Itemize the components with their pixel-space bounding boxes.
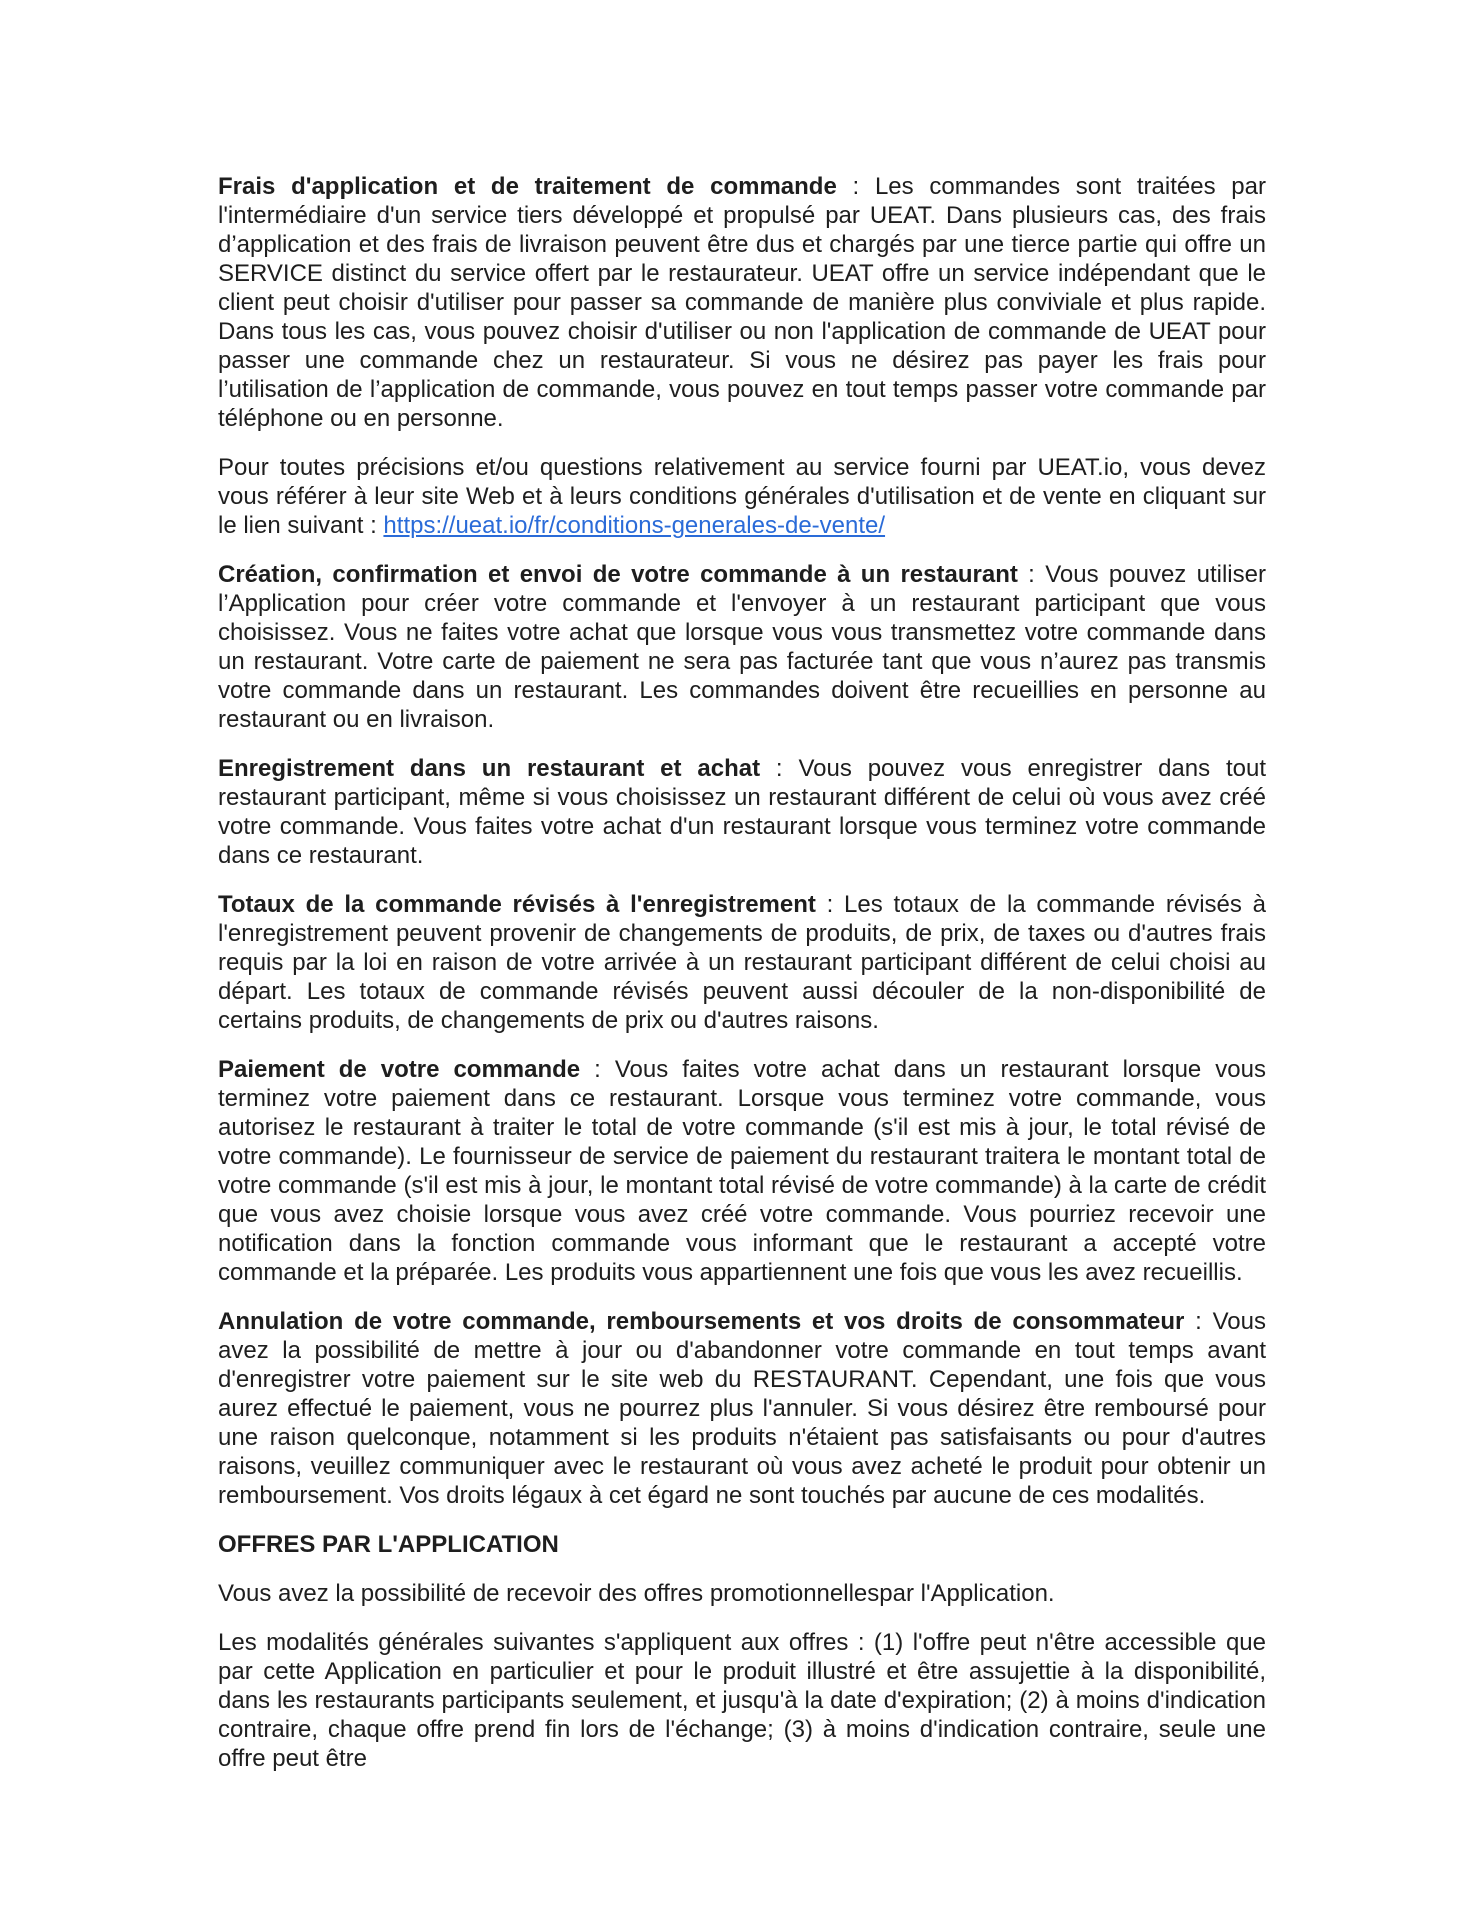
- paragraph-lead-frais-application: Frais d'application et de traitement de commande: [218, 173, 837, 200]
- paragraph-lead-paiement-commande: Paiement de votre commande: [218, 1056, 581, 1083]
- paragraph-enregistrement-achat: [218, 754, 1266, 870]
- paragraph-body-text: Les commandes sont traitées par l'intermédiaire d'un service tiers développé et propulsé par UEAT. Dans plusieurs cas, des frais d’application et des frais de livraison peuvent être dus et chargés par une tierce partie qui offre un SERVICE distinct du service offert par le restaurateur. UEAT offre un service indépendant que le client peut choisir d'utiliser pour passer sa commande de manière plus conviviale et plus rapide. Dans tous les cas, vous pouvez choisir d'utiliser ou non l'application de commande de UEAT pour passer une commande chez un restaurateur. Si vous ne désirez pas payer les frais pour l’utilisation de l’application de commande, vous pouvez en tout temps passer votre commande par téléphone ou en personne.: [218, 173, 1266, 432]
- paragraph-ueat-precisions: [218, 453, 1266, 540]
- paragraph-lead-creation-confirmation: Création, confirmation et envoi de votre commande à un restaurant: [218, 561, 1018, 588]
- paragraph-paiement-commande: [218, 1055, 1266, 1287]
- paragraph-body-text: Les modalités générales suivantes s'appliquent aux offres : (1) l'offre peut n'être accessible que par cette Application en particulier et pour le produit illustré et être assujettie à la disponibilité, dans les restaurants participants seulement, et jusqu'à la date d'expiration; (2) à moins d'indication contraire, chaque offre prend fin lors de l'échange; (3) à moins d'indication contraire, seule une offre peut être: [218, 1629, 1266, 1772]
- lead-separator: :: [815, 891, 845, 918]
- lead-separator: :: [1017, 561, 1046, 588]
- paragraph-creation-confirmation: [218, 560, 1266, 734]
- paragraph-totaux-revises: [218, 890, 1266, 1035]
- conditions-generales-link[interactable]: https://ueat.io/fr/conditions-generales-de-vente/: [383, 512, 886, 539]
- paragraph-frais-application: [218, 172, 1266, 433]
- paragraph-body-text: Pour toutes précisions et/ou questions relativement au service fourni par UEAT.io, vous devez vous référer à leur site Web et à leurs conditions générales d'utilisation et de vente en cliquant sur le lien suivant :: [218, 454, 1266, 539]
- paragraph-lead-enregistrement-achat: Enregistrement dans un restaurant et achat: [218, 755, 761, 782]
- paragraph-lead-annulation-remboursements: Annulation de votre commande, remboursements et vos droits de consommateur: [218, 1308, 1185, 1335]
- paragraph-body-text: Vous pouvez utiliser l’Application pour créer votre commande et l'envoyer à un restaurant participant que vous choisissez. Vous ne faites votre achat que lorsque vous vous transmettez votre commande dans un restaurant. Votre carte de paiement ne sera pas facturée tant que vous n’aurez pas transmis votre commande dans un restaurant. Les commandes doivent être recueillies en personne au restaurant ou en livraison.: [218, 561, 1266, 733]
- paragraph-body-text: Vous faites votre achat dans un restaurant lorsque vous terminez votre paiement dans ce restaurant. Lorsque vous terminez votre commande, vous autorisez le restaurant à traiter le total de votre commande (s'il est mis à jour, le total révisé de votre commande). Le fournisseur de service de paiement du restaurant traitera le montant total de votre commande (s'il est mis à jour, le montant total révisé de votre commande) à la carte de crédit que vous avez choisie lorsque vous avez créé votre commande. Vous pourriez recevoir une notification dans la fonction commande vous informant que le restaurant a accepté votre commande et la préparée. Les produits vous appartiennent une fois que vous les avez recueillis.: [218, 1056, 1266, 1286]
- section-heading-offres-application: OFFRES PAR L'APPLICATION: [218, 1531, 559, 1558]
- paragraph-body-text: Les totaux de la commande révisés à l'enregistrement peuvent provenir de changements de produits, de prix, de taxes ou d'autres frais requis par la loi en raison de votre arrivée à un restaurant participant différent de celui choisi au départ. Les totaux de commande révisés peuvent aussi découler de la non-disponibilité de certains produits, de changements de prix ou d'autres raisons.: [218, 891, 1266, 1034]
- paragraph-modalites-generales-offres: [218, 1628, 1266, 1773]
- paragraph-offres-promotionnelles: [218, 1579, 1266, 1608]
- lead-separator: :: [836, 173, 875, 200]
- paragraph-body-text: Vous pouvez vous enregistrer dans tout restaurant participant, même si vous choisissez un restaurant différent de celui où vous avez créé votre commande. Vous faites votre achat d'un restaurant lorsque vous terminez votre commande dans ce restaurant.: [218, 755, 1266, 869]
- lead-separator: :: [1184, 1308, 1213, 1335]
- paragraph-body-text: Vous avez la possibilité de recevoir des offres promotionnellespar l'Application.: [218, 1580, 1055, 1607]
- lead-separator: :: [760, 755, 799, 782]
- paragraph-annulation-remboursements: [218, 1307, 1266, 1510]
- paragraph-lead-totaux-revises: Totaux de la commande révisés à l'enregistrement: [218, 891, 816, 918]
- lead-separator: :: [580, 1056, 615, 1083]
- paragraph-body-text: Vous avez la possibilité de mettre à jour ou d'abandonner votre commande en tout temps avant d'enregistrer votre paiement sur le site web du RESTAURANT. Cependant, une fois que vous aurez effectué le paiement, vous ne pourrez plus l'annuler. Si vous désirez être remboursé pour une raison quelconque, notamment si les produits n'étaient pas satisfaisants ou pour d'autres raisons, veuillez communiquer avec le restaurant où vous avez acheté le produit pour obtenir un remboursement. Vos droits légaux à cet égard ne sont touchés par aucune de ces modalités.: [218, 1308, 1266, 1509]
